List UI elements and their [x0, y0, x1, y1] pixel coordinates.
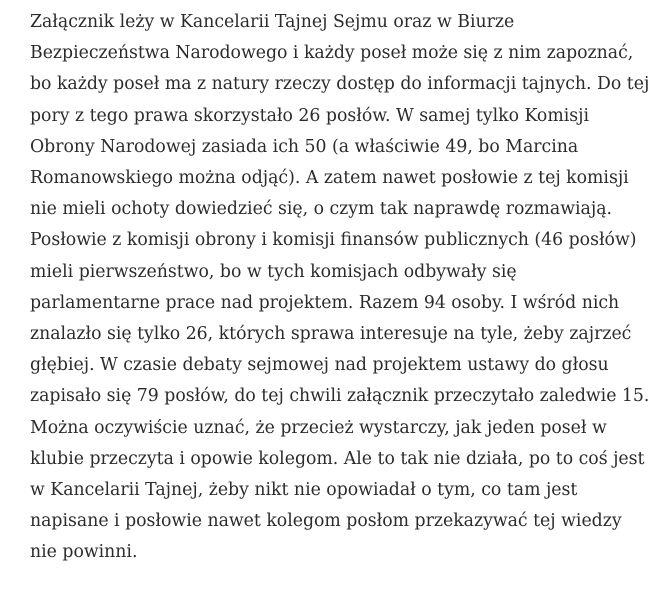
text-line: Bezpieczeństwa Narodowego i każdy poseł może się z nim zapoznać, [30, 43, 634, 64]
text-line: Można oczywiście uznać, że przecież wystarczy, jak jeden poseł w [30, 417, 607, 438]
text-line: w Kancelarii Tajnej, żeby nikt nie opowiadał o tym, co tam jest [30, 480, 578, 501]
text-line: mieli pierwszeństwo, bo w tych komisjach odbywały się [30, 261, 517, 282]
text-line: Załącznik leży w Kancelarii Tajnej Sejmu oraz w Biurze [30, 12, 515, 32]
text-line: nie mieli ochoty dowiedzieć się, o czym tak naprawdę rozmawiają. [30, 199, 613, 220]
text-line: zapisało się 79 posłów, do tej chwili załącznik przeczytało zaledwie 15. [30, 386, 650, 407]
text-line: znalazło się tylko 26, których sprawa interesuje na tyle, żeby zajrzeć [30, 324, 632, 345]
text-line: głębiej. W czasie debaty sejmowej nad projektem ustawy do głosu [30, 355, 609, 376]
text-line: Posłowie z komisji obrony i komisji finansów publicznych (46 posłów) [30, 230, 637, 251]
text-line: nie powinni. [30, 542, 138, 563]
text-line: bo każdy poseł ma z natury rzeczy dostęp do informacji tajnych. Do tej [30, 74, 650, 95]
text-line: napisane i posłowie nawet kolegom posłom przekazywać tej wiedzy [30, 511, 622, 532]
article-paragraph [30, 7, 661, 569]
text-line: klubie przeczyta i opowie kolegom. Ale to tak nie działa, po to coś jest [30, 448, 645, 469]
text-line: parlamentarne prace nad projektem. Razem 94 osoby. I wśród nich [30, 292, 620, 313]
text-line: Romanowskiego można odjąć). A zatem nawet posłowie z tej komisji [30, 168, 629, 189]
text-line: Obrony Narodowej zasiada ich 50 (a właściwie 49, bo Marcina [30, 136, 579, 157]
text-line: pory z tego prawa skorzystało 26 posłów. W samej tylko Komisji [30, 105, 589, 126]
